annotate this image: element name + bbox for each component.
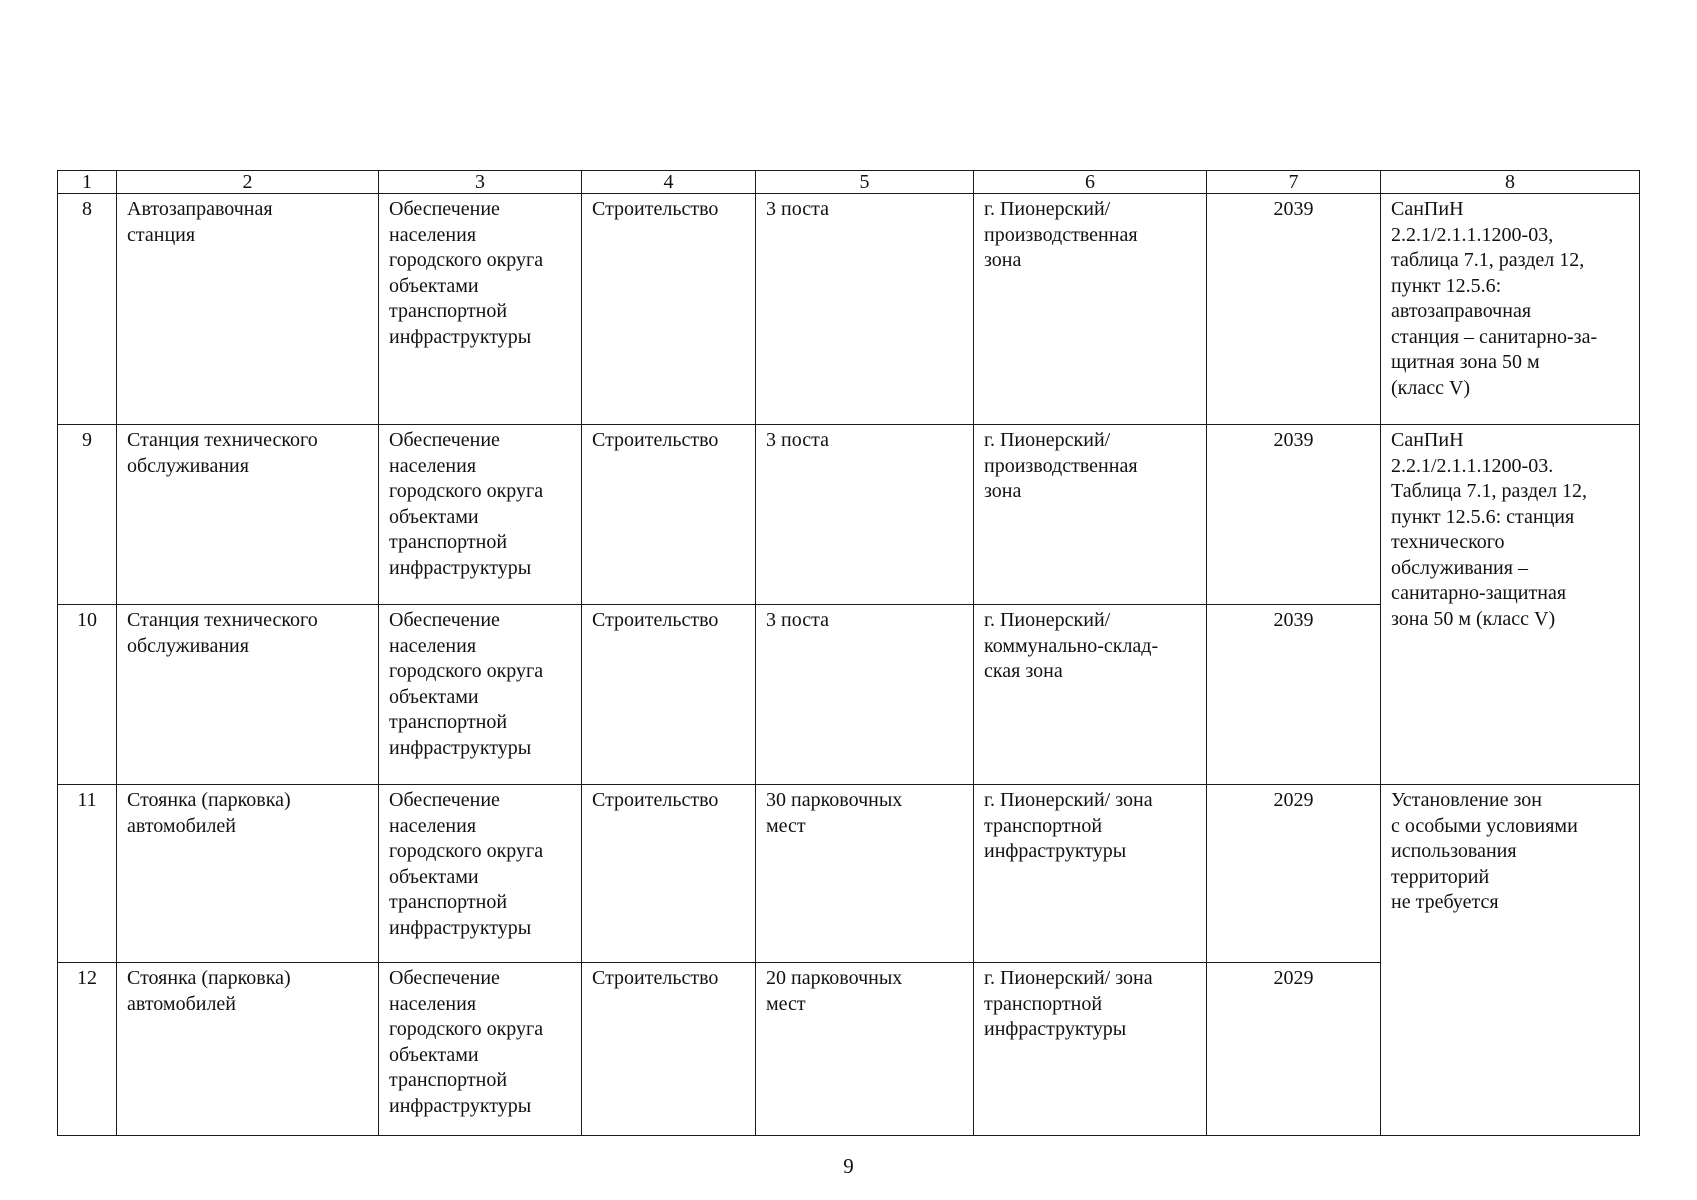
object-purpose: Обеспечение населения городского округа объектами транспортной инфраструктуры bbox=[379, 785, 582, 963]
column-number: 5 bbox=[756, 171, 974, 194]
zone-info: Установление зон с особыми условиями использования территорий не требуется bbox=[1381, 785, 1640, 1136]
object-type: Строительство bbox=[582, 963, 756, 1136]
object-type: Строительство bbox=[582, 194, 756, 425]
object-name: Автозаправочная станция bbox=[117, 194, 379, 425]
object-capacity: 20 парковочных мест bbox=[756, 963, 974, 1136]
column-number: 2 bbox=[117, 171, 379, 194]
object-capacity: 3 поста bbox=[756, 605, 974, 785]
object-year: 2029 bbox=[1207, 963, 1381, 1136]
column-number: 4 bbox=[582, 171, 756, 194]
page-number: 9 bbox=[843, 1154, 854, 1178]
object-name: Станция технического обслуживания bbox=[117, 605, 379, 785]
table-row bbox=[58, 785, 1640, 963]
row-number: 11 bbox=[58, 785, 117, 963]
zone-info: СанПиН 2.2.1/2.1.1.1200-03. Таблица 7.1, раздел 12, пункт 12.5.6: станция технического обслуживания – санитарно-защитная зона 50 м (класс V) bbox=[1381, 425, 1640, 785]
object-purpose: Обеспечение населения городского округа объектами транспортной инфраструктуры bbox=[379, 963, 582, 1136]
table-row bbox=[58, 194, 1640, 425]
column-number-row bbox=[58, 171, 1640, 194]
table-row bbox=[58, 425, 1640, 605]
column-number: 1 bbox=[58, 171, 117, 194]
object-year: 2029 bbox=[1207, 785, 1381, 963]
object-purpose: Обеспечение населения городского округа объектами транспортной инфраструктуры bbox=[379, 605, 582, 785]
object-type: Строительство bbox=[582, 425, 756, 605]
column-number: 7 bbox=[1207, 171, 1381, 194]
object-capacity: 3 поста bbox=[756, 194, 974, 425]
object-location: г. Пионерский/ коммунально-склад- ская зона bbox=[974, 605, 1207, 785]
row-number: 8 bbox=[58, 194, 117, 425]
object-name: Станция технического обслуживания bbox=[117, 425, 379, 605]
object-purpose: Обеспечение населения городского округа объектами транспортной инфраструктуры bbox=[379, 425, 582, 605]
object-location: г. Пионерский/ производственная зона bbox=[974, 425, 1207, 605]
object-name: Стоянка (парковка) автомобилей bbox=[117, 785, 379, 963]
column-number: 3 bbox=[379, 171, 582, 194]
object-location: г. Пионерский/ производственная зона bbox=[974, 194, 1207, 425]
row-number: 9 bbox=[58, 425, 117, 605]
object-purpose: Обеспечение населения городского округа объектами транспортной инфраструктуры bbox=[379, 194, 582, 425]
object-capacity: 3 поста bbox=[756, 425, 974, 605]
row-number: 12 bbox=[58, 963, 117, 1136]
object-name: Стоянка (парковка) автомобилей bbox=[117, 963, 379, 1136]
object-year: 2039 bbox=[1207, 425, 1381, 605]
column-number: 8 bbox=[1381, 171, 1640, 194]
zone-info: СанПиН 2.2.1/2.1.1.1200-03, таблица 7.1, раздел 12, пункт 12.5.6: автозаправочная станция – санитарно-за- щитная зона 50 м (класс V) bbox=[1381, 194, 1640, 425]
row-number: 10 bbox=[58, 605, 117, 785]
object-location: г. Пионерский/ зона транспортной инфраструктуры bbox=[974, 785, 1207, 963]
column-number: 6 bbox=[974, 171, 1207, 194]
object-type: Строительство bbox=[582, 785, 756, 963]
object-year: 2039 bbox=[1207, 605, 1381, 785]
objects-table bbox=[57, 170, 1640, 1136]
object-location: г. Пионерский/ зона транспортной инфраструктуры bbox=[974, 963, 1207, 1136]
object-year: 2039 bbox=[1207, 194, 1381, 425]
object-type: Строительство bbox=[582, 605, 756, 785]
object-capacity: 30 парковочных мест bbox=[756, 785, 974, 963]
